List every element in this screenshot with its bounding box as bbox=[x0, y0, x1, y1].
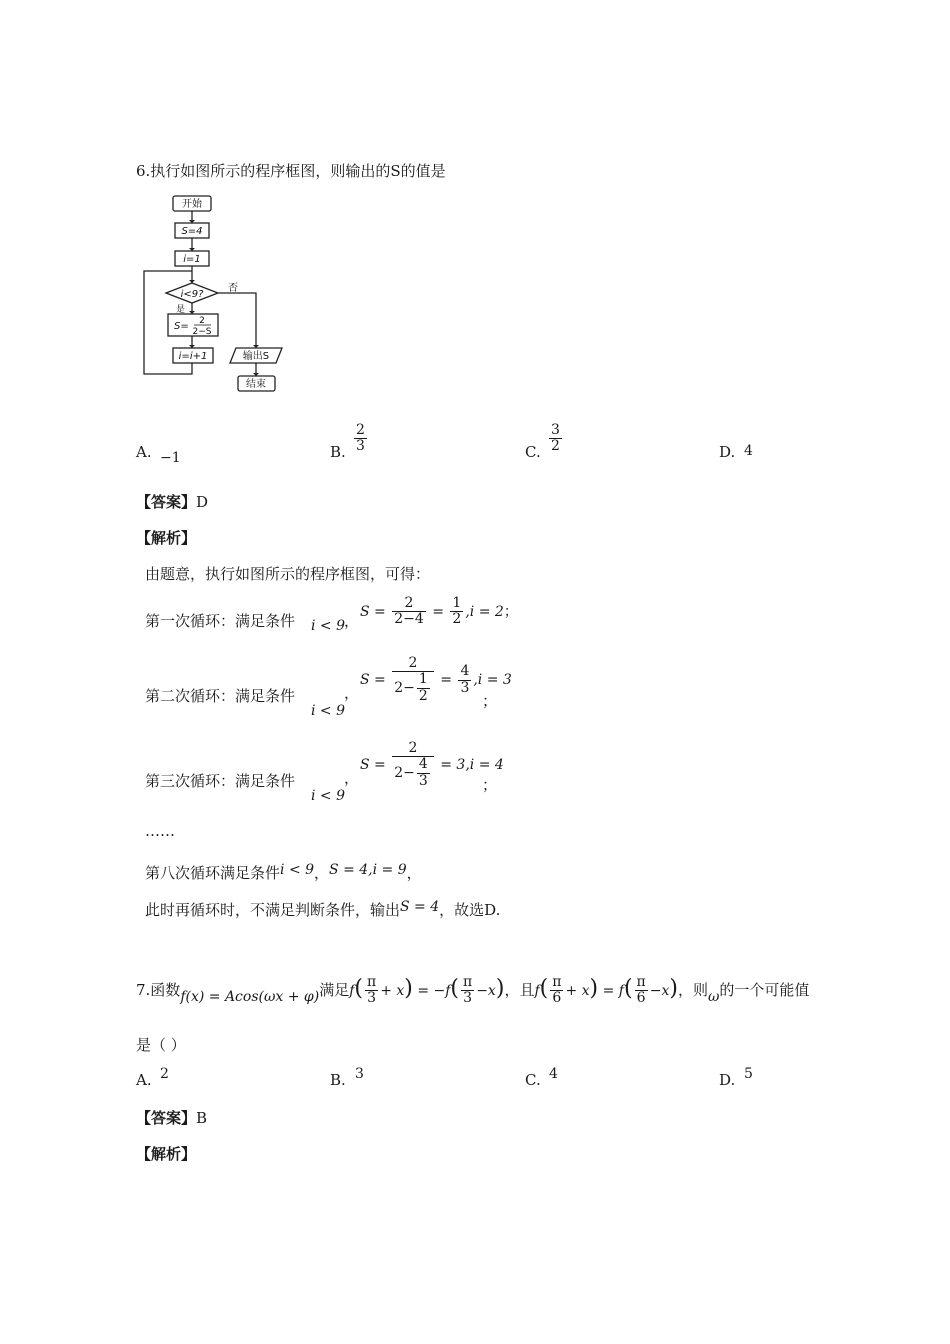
flow-s-assign-num: 2 bbox=[199, 316, 205, 326]
q7-option-d-value: 5 bbox=[744, 1066, 753, 1082]
q6-final-line: 此时再循环时，不满足判断条件，输出S = 4，故选D. bbox=[145, 899, 501, 919]
q6-loop3-semicolon: ； bbox=[482, 776, 498, 794]
q7-option-b-label: B. bbox=[330, 1071, 346, 1089]
q6-loop1-text: 第一次循环：满足条件 bbox=[145, 612, 296, 630]
q6-answer-tag: 【答案】 bbox=[136, 493, 197, 511]
flow-s-assign-lhs: S= bbox=[174, 321, 189, 332]
q7-answer-tag: 【答案】 bbox=[136, 1109, 197, 1127]
q7-option-d-label: D. bbox=[719, 1071, 736, 1089]
q6-answer-value: D bbox=[196, 493, 209, 511]
q7-option-c-label: C. bbox=[525, 1071, 541, 1089]
q6-analysis-tag: 【解析】 bbox=[136, 529, 197, 547]
q6-loop1-cond: i < 9 bbox=[311, 618, 346, 634]
q6-loop1-comma: ， bbox=[344, 612, 360, 630]
q7-option-a-value: 2 bbox=[160, 1066, 169, 1082]
flow-i-inc-label: i=i+1 bbox=[178, 351, 208, 362]
q6-answer bbox=[136, 491, 208, 512]
flow-s-init-label: S=4 bbox=[181, 226, 203, 237]
q7-stem: 7.函数f(x) = Acos(ωx + φ)满足f( $\frac{\pi}{3}$ + x) = −f( $\frac{\pi}{3}$ −x)，且f( $\frac{\pi}{6}$ + x) = f( $\frac{\pi}{6}$ −x)，则ω的一个可能值 bbox=[136, 974, 810, 1007]
q6-loop2-semicolon: ； bbox=[482, 692, 498, 710]
q7-option-a-label: A. bbox=[136, 1071, 152, 1089]
q6-option-c-fraction: $\frac{3}{2}$ bbox=[551, 422, 560, 455]
q7-answer-value: B bbox=[196, 1109, 208, 1127]
q6-flowchart bbox=[140, 192, 290, 402]
q6-ellipsis: …… bbox=[145, 822, 175, 840]
q6-option-b-fraction: $\frac{2}{3}$ bbox=[356, 422, 365, 455]
flow-i-init-label: i=1 bbox=[183, 254, 201, 265]
q6-option-d-value: 4 bbox=[744, 443, 753, 459]
q6-loop2-comma: ， bbox=[344, 684, 360, 702]
q7-option-c-value: 4 bbox=[549, 1066, 558, 1082]
q7-answer bbox=[136, 1107, 207, 1128]
flow-s-assign-den: 2−S bbox=[192, 327, 212, 337]
q6-loop8-line: 第八次循环满足条件i < 9，S = 4,i = 9， bbox=[145, 862, 422, 882]
q6-loop1-formula: S = $\frac{2}{2-4}$ = $\frac{1}{2}$ ,i = 2； bbox=[360, 595, 518, 628]
flow-output-label: 输出S bbox=[242, 351, 270, 362]
q6-option-c-label: C. bbox=[525, 443, 541, 461]
q6-loop2-formula: S = 2 2− $\frac{1}{2}$ = $\frac{4}{3}$ ,i = 3 bbox=[360, 655, 512, 704]
q6-option-d-label: D. bbox=[719, 443, 736, 461]
q6-loop3-cond: i < 9 bbox=[311, 788, 346, 804]
q6-option-a-value: −1 bbox=[160, 450, 181, 466]
q6-stem: 6.执行如图所示的程序框图，则输出的S的值是 bbox=[136, 162, 446, 180]
q6-loop3-text: 第三次循环：满足条件 bbox=[145, 772, 296, 790]
flow-end-label: 结束 bbox=[246, 379, 266, 390]
q6-intro: 由题意，执行如图所示的程序框图，可得： bbox=[145, 565, 431, 583]
q7-option-b-value: 3 bbox=[355, 1066, 364, 1082]
q7-stem-line2: 是（ ） bbox=[136, 1036, 186, 1054]
flow-cond-label: i<9? bbox=[180, 289, 204, 300]
q6-loop3-formula: S = 2 2− $\frac{4}{3}$ = 3,i = 4 bbox=[360, 740, 504, 789]
q6-loop3-comma: ， bbox=[344, 769, 360, 787]
q7-analysis-tag: 【解析】 bbox=[136, 1145, 197, 1163]
q6-option-a-label: A. bbox=[136, 443, 152, 461]
q6-loop2-text: 第二次循环：满足条件 bbox=[145, 687, 296, 705]
flow-yes-label: 是 bbox=[176, 305, 186, 315]
q6-option-b-label: B. bbox=[330, 443, 346, 461]
flow-no-label: 否 bbox=[228, 283, 238, 294]
q6-loop2-cond: i < 9 bbox=[311, 703, 346, 719]
flow-start-label: 开始 bbox=[182, 199, 202, 210]
